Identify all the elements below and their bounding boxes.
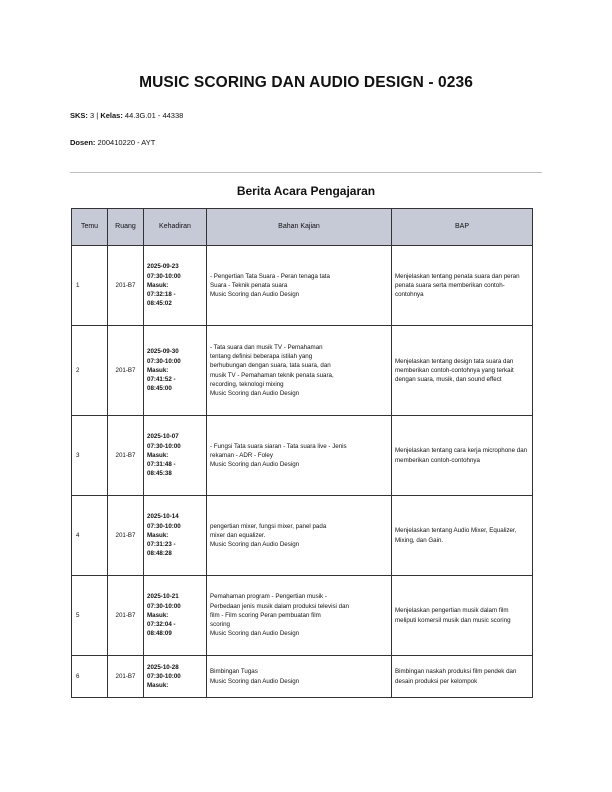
cell-ruang: 201-B7: [108, 496, 144, 576]
bahan-line: Perbedaan jenis musik dalam produksi televisi dan: [210, 602, 349, 610]
header-bap: BAP: [392, 209, 533, 246]
cell-bahan-kajian: [207, 576, 392, 656]
table-header-row: [72, 209, 533, 246]
bahan-line: berhubungan dengan suara, tata suara, dan: [210, 362, 331, 370]
cell-bap: Menjelaskan tentang design tata suara dan memberikan contoh-contohnya yang terkait dengan suara, musik, dan sound effect: [392, 326, 533, 416]
kehadiran-line: 07:30-10:00: [147, 672, 181, 680]
cell-temu: 1: [72, 246, 108, 326]
kehadiran-line: Masuk:: [147, 531, 169, 539]
table-row: [72, 246, 533, 326]
kehadiran-line: 08:45:00: [147, 385, 172, 393]
cell-bap: Menjelaskan pengertian musik dalam film meliputi komersil musik dan music scoring: [392, 576, 533, 656]
cell-bahan-kajian: [207, 326, 392, 416]
table-row: [72, 416, 533, 496]
bahan-line: tentang definisi beberapa istilah yang: [210, 352, 313, 360]
kehadiran-line: Masuk:: [147, 451, 169, 459]
bahan-line: pengertian mixer, fungsi mixer, panel pada: [210, 522, 327, 530]
header-ruang: Ruang: [108, 209, 144, 246]
bahan-line: - Tata suara dan musik TV - Pemahaman: [210, 343, 323, 351]
bahan-line: scoring: [210, 621, 230, 629]
bahan-line: Music Scoring dan Audio Design: [210, 541, 300, 549]
kehadiran-line: 07:41:52 -: [147, 376, 176, 384]
table-row: [72, 656, 533, 698]
kehadiran-line: 07:30-10:00: [147, 602, 181, 610]
bahan-line: recording, teknologi mixing: [210, 380, 284, 388]
kehadiran-line: 08:48:28: [147, 550, 172, 558]
bahan-line: musik TV - Pemahaman teknik penata suara,: [210, 371, 334, 379]
bahan-line: - Pengertian Tata Suara - Peran tenaga tata: [210, 272, 330, 280]
table-row: [72, 326, 533, 416]
page-title: MUSIC SCORING DAN AUDIO DESIGN - 0236: [139, 74, 473, 91]
cell-kehadiran: [144, 416, 207, 496]
kehadiran-line: 07:32:18 -: [147, 291, 176, 299]
cell-bap: Menjelaskan tentang Audio Mixer, Equalizer, Mixing, dan Gain.: [392, 496, 533, 576]
bahan-line: Music Scoring dan Audio Design: [210, 630, 300, 638]
kehadiran-line: 2025-10-14: [147, 513, 179, 521]
cell-kehadiran: [144, 496, 207, 576]
divider: [70, 172, 542, 173]
cell-temu: 4: [72, 496, 108, 576]
cell-temu: 6: [72, 656, 108, 698]
sks-label: SKS:: [70, 111, 88, 120]
cell-bahan-kajian: [207, 416, 392, 496]
kehadiran-line: 2025-10-28: [147, 663, 179, 671]
cell-bahan-kajian: [207, 656, 392, 698]
dosen-value: 200410220 - AYT: [97, 138, 156, 147]
kehadiran-line: Masuk:: [147, 611, 169, 619]
cell-kehadiran: [144, 576, 207, 656]
bahan-line: Music Scoring dan Audio Design: [210, 461, 300, 469]
kehadiran-line: 07:30-10:00: [147, 442, 181, 450]
table-row: [72, 576, 533, 656]
cell-temu: 2: [72, 326, 108, 416]
header-kehadiran: Kehadiran: [144, 209, 207, 246]
kehadiran-line: 08:45:02: [147, 300, 172, 308]
cell-ruang: 201-B7: [108, 656, 144, 698]
cell-temu: 5: [72, 576, 108, 656]
cell-temu: 3: [72, 416, 108, 496]
bahan-line: Bimbingan Tugas: [210, 668, 258, 676]
kelas-label: Kelas:: [100, 111, 123, 120]
kehadiran-line: 2025-10-07: [147, 433, 179, 441]
kehadiran-line: 2025-10-21: [147, 593, 179, 601]
cell-bap: Menjelaskan tentang cara kerja microphone dan memberikan contoh-contohnya: [392, 416, 533, 496]
kehadiran-line: Masuk:: [147, 682, 169, 690]
cell-bahan-kajian: [207, 246, 392, 326]
kehadiran-line: 08:45:38: [147, 470, 172, 478]
bahan-line: Suara - Teknik penata suara: [210, 281, 288, 289]
kehadiran-line: 2025-09-23: [147, 263, 179, 271]
cell-bahan-kajian: [207, 496, 392, 576]
header-temu: Temu: [72, 209, 108, 246]
kehadiran-line: 07:32:04 -: [147, 621, 176, 629]
bap-table: [71, 208, 533, 698]
kehadiran-line: Masuk:: [147, 366, 169, 374]
cell-kehadiran: [144, 656, 207, 698]
cell-ruang: 201-B7: [108, 246, 144, 326]
course-info: SKS: 3 | Kelas: 44.3G.01 - 44338: [70, 111, 184, 120]
bahan-line: - Fungsi Tata suara siaran - Tata suara live - Jenis: [210, 442, 347, 450]
cell-kehadiran: [144, 326, 207, 416]
cell-ruang: 201-B7: [108, 326, 144, 416]
cell-kehadiran: [144, 246, 207, 326]
sks-value: 3: [90, 111, 95, 120]
kehadiran-line: 07:30-10:00: [147, 522, 181, 530]
bahan-line: Music Scoring dan Audio Design: [210, 291, 300, 299]
cell-bap: Menjelaskan tentang penata suara dan peran penata suara serta memberikan contoh-contohnya: [392, 246, 533, 326]
lecturer-info: [70, 138, 155, 147]
kehadiran-line: 08:48:09: [147, 630, 172, 638]
bahan-line: Music Scoring dan Audio Design: [210, 677, 300, 685]
bahan-line: Pemahaman program - Pengertian musik -: [210, 593, 327, 601]
bahan-line: mixer dan equalizer.: [210, 531, 266, 539]
kelas-value: 44.3G.01 - 44338: [124, 111, 184, 120]
kehadiran-line: 07:31:48 -: [147, 461, 176, 469]
table-row: [72, 496, 533, 576]
cell-ruang: 201-B7: [108, 416, 144, 496]
dosen-label: Dosen:: [70, 138, 96, 147]
kehadiran-line: 07:30-10:00: [147, 272, 181, 280]
kehadiran-line: Masuk:: [147, 281, 169, 289]
kehadiran-line: 2025-09-30: [147, 348, 179, 356]
cell-ruang: 201-B7: [108, 576, 144, 656]
cell-bap: Bimbingan naskah produksi film pendek dan desain produksi per kelompok: [392, 656, 533, 698]
bahan-line: rekaman - ADR - Foley: [210, 451, 273, 459]
bahan-line: Music Scoring dan Audio Design: [210, 390, 300, 398]
kehadiran-line: 07:31:23 -: [147, 541, 176, 549]
bahan-line: film - Film scoring Peran pembuatan film: [210, 611, 321, 619]
kehadiran-line: 07:30-10:00: [147, 357, 181, 365]
header-bahan-kajian: Bahan Kajian: [207, 209, 392, 246]
section-title: Berita Acara Pengajaran: [236, 184, 376, 198]
